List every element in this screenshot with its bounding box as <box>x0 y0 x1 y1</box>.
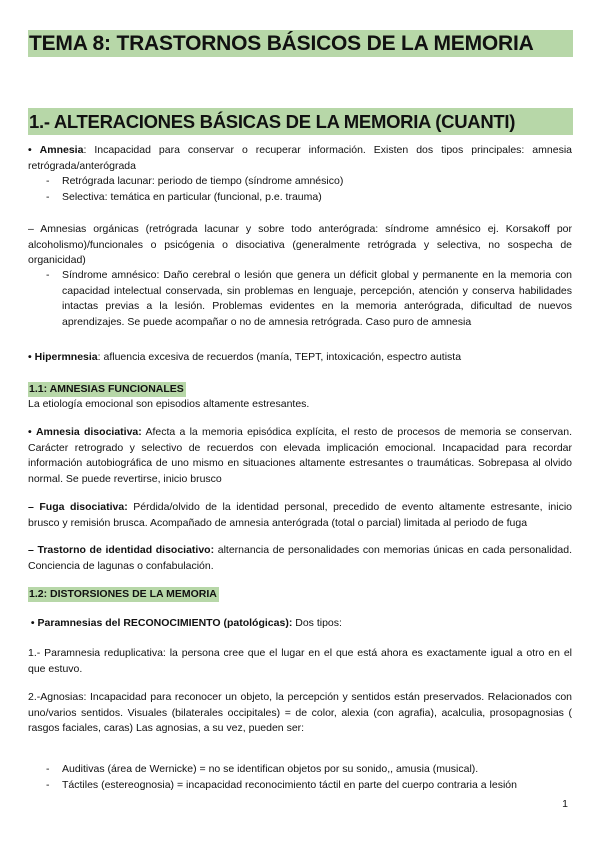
list-item <box>46 268 572 330</box>
tid-term: – Trastorno de identidad disociativo: <box>28 544 215 556</box>
section-1-1-heading: 1.1: AMNESIAS FUNCIONALES <box>29 383 184 395</box>
hipermnesia-term: Hipermnesia <box>34 351 98 363</box>
dash-marker: - <box>46 191 50 203</box>
dash-marker: - <box>46 763 50 775</box>
organic-amnesias-paragraph: – Amnesias orgánicas (retrógrada lacunar y sobre todo anterógrada: síndrome amnésico ej. Korsakoff por alcoholismo)/funcionales o psicógenia o disociativa (generalmente retrógrada y selectiva, no sospecha de organicidad) <box>28 223 572 267</box>
list-item <box>46 778 572 794</box>
list-item-text: Retrógrada lacunar: periodo de tiempo (síndrome amnésico) <box>62 175 344 187</box>
dash-marker: - <box>46 779 50 791</box>
document-title: TEMA 8: TRASTORNOS BÁSICOS DE LA MEMORIA <box>28 30 573 57</box>
section-1-heading: 1.- ALTERACIONES BÁSICAS DE LA MEMORIA (CUANTI) <box>28 108 573 135</box>
list-item-text: Síndrome amnésico: Daño cerebral o lesión que genera un déficit global y permanente en la memoria con capacidad intelectual conservada, sin problemas en lenguaje, percepción, atención y conserva habilidades intactas previas a la lesión. Problemas evidentes en la memoria anterógrada, dificultad de nuevos aprendizajes. Se puede acompañar o no de amnesia retrógrada. Caso puro de amnesia <box>62 269 572 328</box>
paramnesias-term: Paramnesias del RECONOCIMIENTO (patológicas): <box>37 617 293 629</box>
bullet: • <box>28 144 32 156</box>
tid-text: alternancia de personalidades con memorias únicas en cada personalidad. Conciencia de lagunas o confabulación. <box>28 544 572 572</box>
amnesia-term: Amnesia <box>39 144 84 156</box>
dash-marker: - <box>46 175 50 187</box>
list-item <box>46 190 572 206</box>
bullet: • <box>28 426 32 438</box>
agnosias-paragraph: 2.-Agnosias: Incapacidad para reconocer un objeto, la percepción y sentidos están preservados. Relacionados con uno/varios sentidos. Visuales (bilaterales occipitales) = de color, alexia (con agrafia), acalculia, prosopagnosias ( rasgos faciales, caras) Las agnosias, a su vez, pueden ser: <box>28 691 572 735</box>
disociativa-text: Afecta a la memoria episódica explícita, el resto de procesos de memoria se conservan. Carácter retrogrado y selectivo de recuerdos con elevada implicación emocional. Incapacidad para recordar información autobiográfica de uno mismo en situaciones altamente estresantes o traumáticas. Sobrepasa al olvido normal. Se puede revertirse, inicio brusco <box>28 426 572 485</box>
bullet: • <box>30 617 35 629</box>
amnesia-paragraph <box>28 143 572 174</box>
disociativa-term: Amnesia disociativa: <box>35 426 142 438</box>
paramnesias-paragraph <box>28 616 572 632</box>
disociativa-paragraph <box>28 425 572 487</box>
paramnesia-reduplicativa-paragraph: 1.- Paramnesia reduplicativa: la persona cree que el lugar en el que está ahora es exactamente igual a otro en el que estuvo. <box>28 647 572 675</box>
section-1-2-heading: 1.2: DISTORSIONES DE LA MEMORIA <box>29 588 217 600</box>
tid-paragraph <box>28 543 572 574</box>
fuga-paragraph <box>28 500 572 531</box>
page-number: 1 <box>562 798 568 810</box>
hipermnesia-paragraph <box>28 350 572 366</box>
functional-intro: La etiología emocional son episodios altamente estresantes. <box>28 398 310 410</box>
paramnesias-text: Dos tipos: <box>292 617 342 629</box>
bullet: • <box>28 351 32 363</box>
list-item-text: Táctiles (estereognosia) = incapacidad reconocimiento táctil en parte del cuerpo contraria a lesión <box>62 779 517 791</box>
list-item <box>46 174 572 190</box>
fuga-text: Pérdida/olvido de la identidad personal, precedido de evento altamente estresante, inicio brusco y remisión brusca. Acompañado de amnesia anterógrada (total o parcial) limitada al periodo de fuga <box>28 501 573 529</box>
list-item <box>46 762 572 778</box>
list-item-text: Auditivas (área de Wernicke) = no se identifican objetos por su sonido,, amusia (musical). <box>62 763 479 775</box>
amnesia-text: : Incapacidad para conservar o recuperar información. Existen dos tipos principales: amnesia retrógrada/anterógrada <box>28 144 572 172</box>
hipermnesia-text: : afluencia excesiva de recuerdos (manía, TEPT, intoxicación, espectro autista <box>97 351 462 363</box>
dash-marker: - <box>46 269 50 281</box>
fuga-term: – Fuga disociativa: <box>28 501 128 513</box>
list-item-text: Selectiva: temática en particular (funcional, p.e. trauma) <box>62 191 322 203</box>
